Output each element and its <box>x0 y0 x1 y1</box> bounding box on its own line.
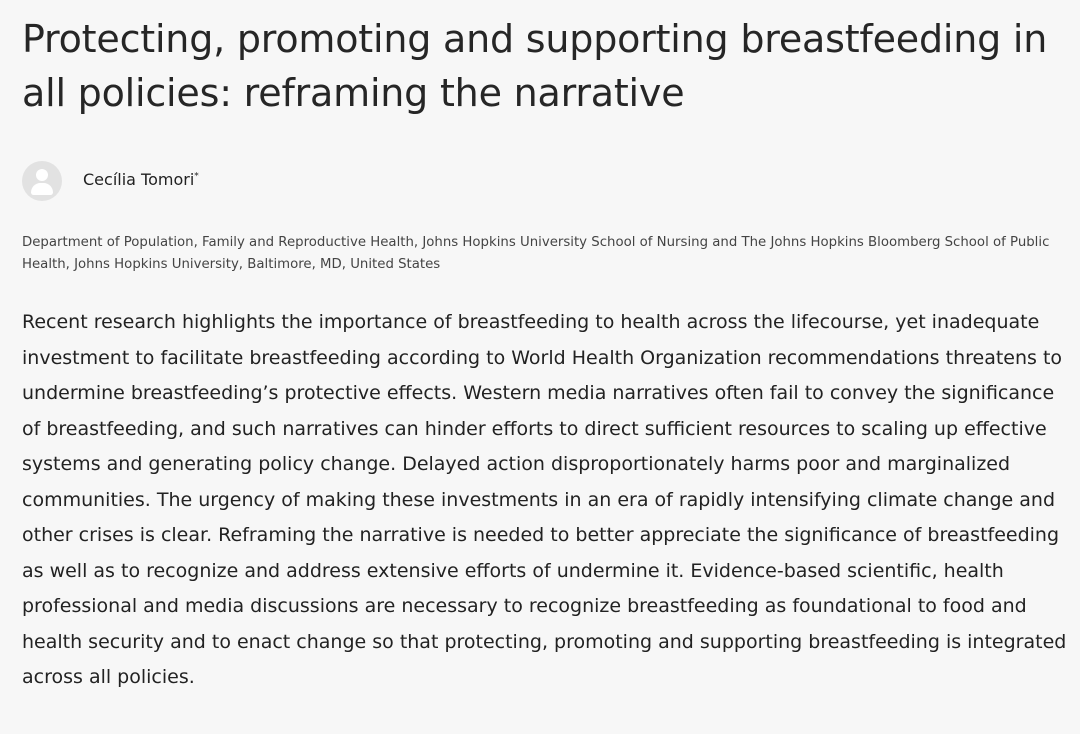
author-name: Cecília Tomori <box>83 169 195 189</box>
author-marker: * <box>194 171 199 182</box>
author-name-link[interactable] <box>83 170 199 189</box>
author-affiliation: Department of Population, Family and Reproductive Health, Johns Hopkins University School of Nursing and The Johns Hopkins Bloomberg School of Public Health, Johns Hopkins University, Baltimore, MD, United States <box>22 235 1050 272</box>
abstract-text: Recent research highlights the importance of breastfeeding to health across the lifecourse, yet inadequate investment to facilitate breastfeeding according to World Health Organization recommendations threatens to undermine breastfeeding’s protective effects. Western media narratives often fail to convey the significance of breastfeeding, and such narratives can hinder efforts to direct sufficient resources to scaling up effective systems and generating policy change. Delayed action disproportionately harms poor and marginalized communities. The urgency of making these investments in an era of rapidly intensifying climate change and other crises is clear. Reframing the narrative is needed to better appreciate the significance of breastfeeding as well as to recognize and address extensive efforts of undermine it. Evidence-based scientific, health professional and media discussions are necessary to recognize breastfeeding as foundational to food and health security and to enact change so that protecting, promoting and supporting breastfeeding is integrated across all policies. <box>22 311 1067 688</box>
user-avatar-icon <box>22 161 62 201</box>
article-title: Protecting, promoting and supporting breastfeeding in all policies: reframing the narrative <box>22 17 1048 115</box>
author-row <box>22 160 199 202</box>
